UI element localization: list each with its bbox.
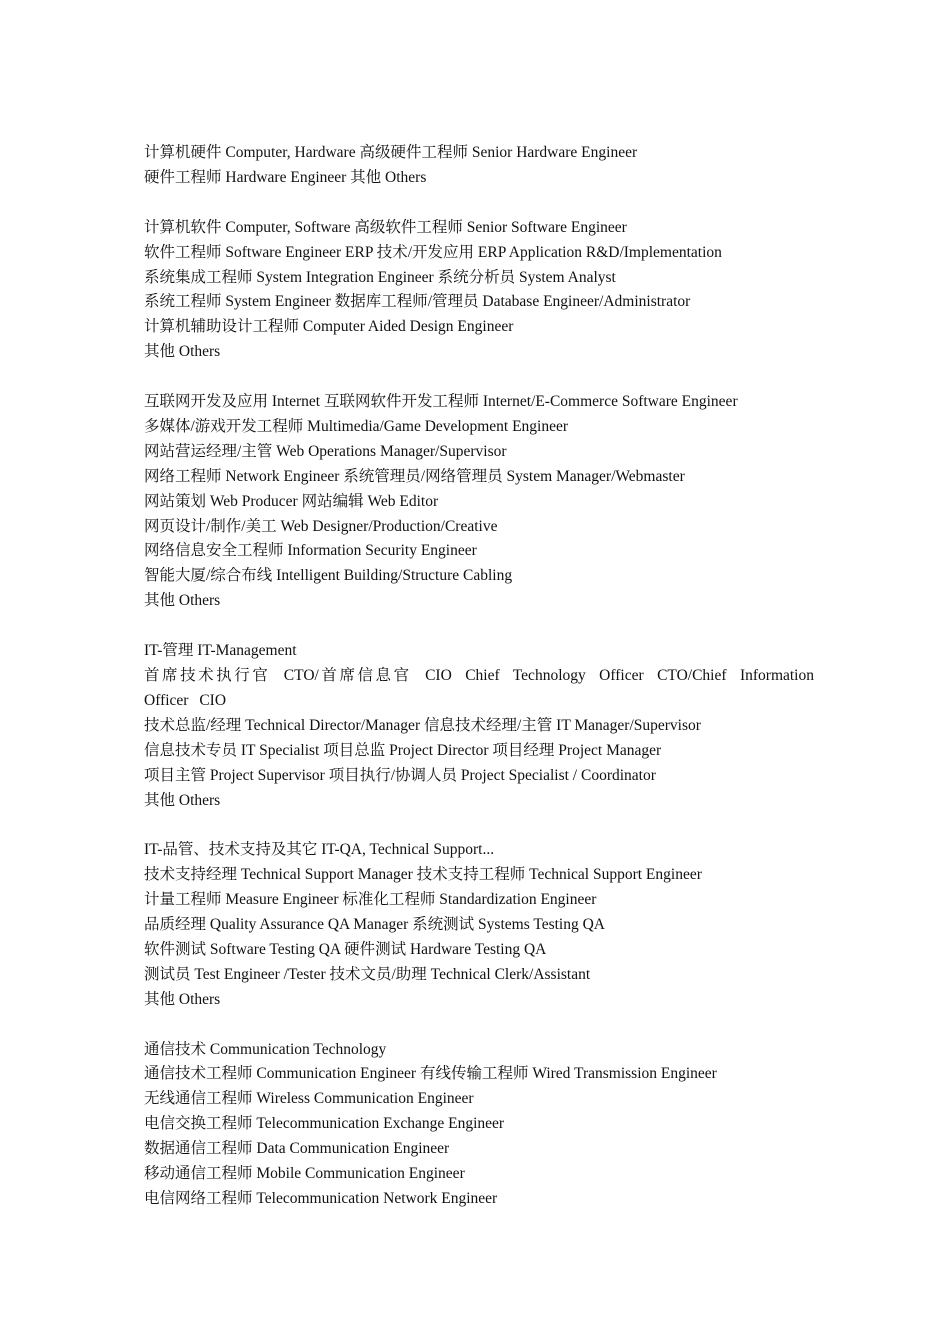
text-line: 其他 Others	[144, 592, 221, 610]
text-line: 计算机硬件 Computer, Hardware 高级硬件工程师 Senior Hardware Engineer	[144, 144, 638, 161]
text-line: 互联网开发及应用 Internet 互联网软件开发工程师 Internet/E-Commerce Software Engineer	[144, 393, 738, 411]
text-line: 网络工程师 Network Engineer 系统管理员/网络管理员 System Manager/Webmaster	[144, 467, 685, 485]
section-it-qa	[144, 838, 814, 1012]
text-line: 数据通信工程师 Data Communication Engineer	[144, 1140, 450, 1158]
text-line: 网页设计/制作/美工 Web Designer/Production/Creative	[144, 517, 498, 535]
text-line: 计算机软件 Computer, Software 高级软件工程师 Senior Software Engineer	[144, 218, 627, 236]
text-line: 信息技术专员 IT Specialist 项目总监 Project Director 项目经理 Project Manager	[144, 741, 662, 759]
text-line: IT-品管、技术支持及其它 IT-QA, Technical Support...	[144, 841, 495, 859]
section-computer-software	[144, 216, 814, 365]
text-line: 首席技术执行官 CTO/首席信息官 CIO Chief Technology Officer CTO/Chief Information Officer CIO	[144, 666, 814, 709]
text-line: 软件工程师 Software Engineer ERP 技术/开发应用 ERP Application R&D/Implementation	[144, 243, 722, 261]
text-line: 网站策划 Web Producer 网站编辑 Web Editor	[144, 492, 439, 510]
text-line: 电信交换工程师 Telecommunication Exchange Engineer	[144, 1115, 505, 1133]
section-gap	[144, 813, 814, 838]
text-line: 技术支持经理 Technical Support Manager 技术支持工程师 Technical Support Engineer	[144, 866, 702, 884]
text-line: 网络信息安全工程师 Information Security Engineer	[144, 542, 477, 560]
text-line: 通信技术工程师 Communication Engineer 有线传输工程师 Wired Transmission Engineer	[144, 1065, 717, 1083]
text-line: 品质经理 Quality Assurance QA Manager 系统测试 Systems Testing QA	[144, 916, 606, 934]
text-line: 多媒体/游戏开发工程师 Multimedia/Game Development Engineer	[144, 417, 569, 435]
section-computer-hardware	[144, 141, 814, 191]
text-line: 智能大厦/综合布线 Intelligent Building/Structure Cabling	[144, 567, 513, 585]
text-line: 测试员 Test Engineer /Tester 技术文员/助理 Technical Clerk/Assistant	[144, 965, 591, 983]
text-line: IT-管理 IT-Management	[144, 642, 297, 660]
text-line: 无线通信工程师 Wireless Communication Engineer	[144, 1090, 474, 1108]
section-it-management	[144, 639, 814, 813]
text-line: 系统工程师 System Engineer 数据库工程师/管理员 Database Engineer/Administrator	[144, 293, 691, 311]
text-line: 网站营运经理/主管 Web Operations Manager/Supervisor	[144, 442, 507, 460]
text-line: 硬件工程师 Hardware Engineer 其他 Others	[144, 168, 427, 186]
section-communication	[144, 1038, 814, 1212]
text-line: 其他 Others	[144, 343, 221, 361]
document-page	[144, 141, 814, 1212]
text-line: 软件测试 Software Testing QA 硬件测试 Hardware Testing QA	[144, 940, 547, 958]
section-gap	[144, 1013, 814, 1038]
section-internet	[144, 390, 814, 614]
section-gap	[144, 614, 814, 639]
text-line: 系统集成工程师 System Integration Engineer 系统分析员 System Analyst	[144, 268, 616, 286]
text-line: 技术总监/经理 Technical Director/Manager 信息技术经理/主管 IT Manager/Supervisor	[144, 716, 701, 734]
text-line: 其他 Others	[144, 990, 221, 1008]
text-line: 移动通信工程师 Mobile Communication Engineer	[144, 1165, 465, 1183]
text-line: 通信技术 Communication Technology	[144, 1040, 387, 1058]
section-gap	[144, 191, 814, 216]
section-gap	[144, 365, 814, 390]
text-line: 其他 Others	[144, 791, 221, 809]
text-line: 计量工程师 Measure Engineer 标准化工程师 Standardization Engineer	[144, 891, 597, 909]
text-line: 计算机辅助设计工程师 Computer Aided Design Engineer	[144, 318, 514, 336]
text-line: 项目主管 Project Supervisor 项目执行/协调人员 Project Specialist / Coordinator	[144, 766, 656, 784]
text-line: 电信网络工程师 Telecommunication Network Engineer	[144, 1189, 498, 1207]
